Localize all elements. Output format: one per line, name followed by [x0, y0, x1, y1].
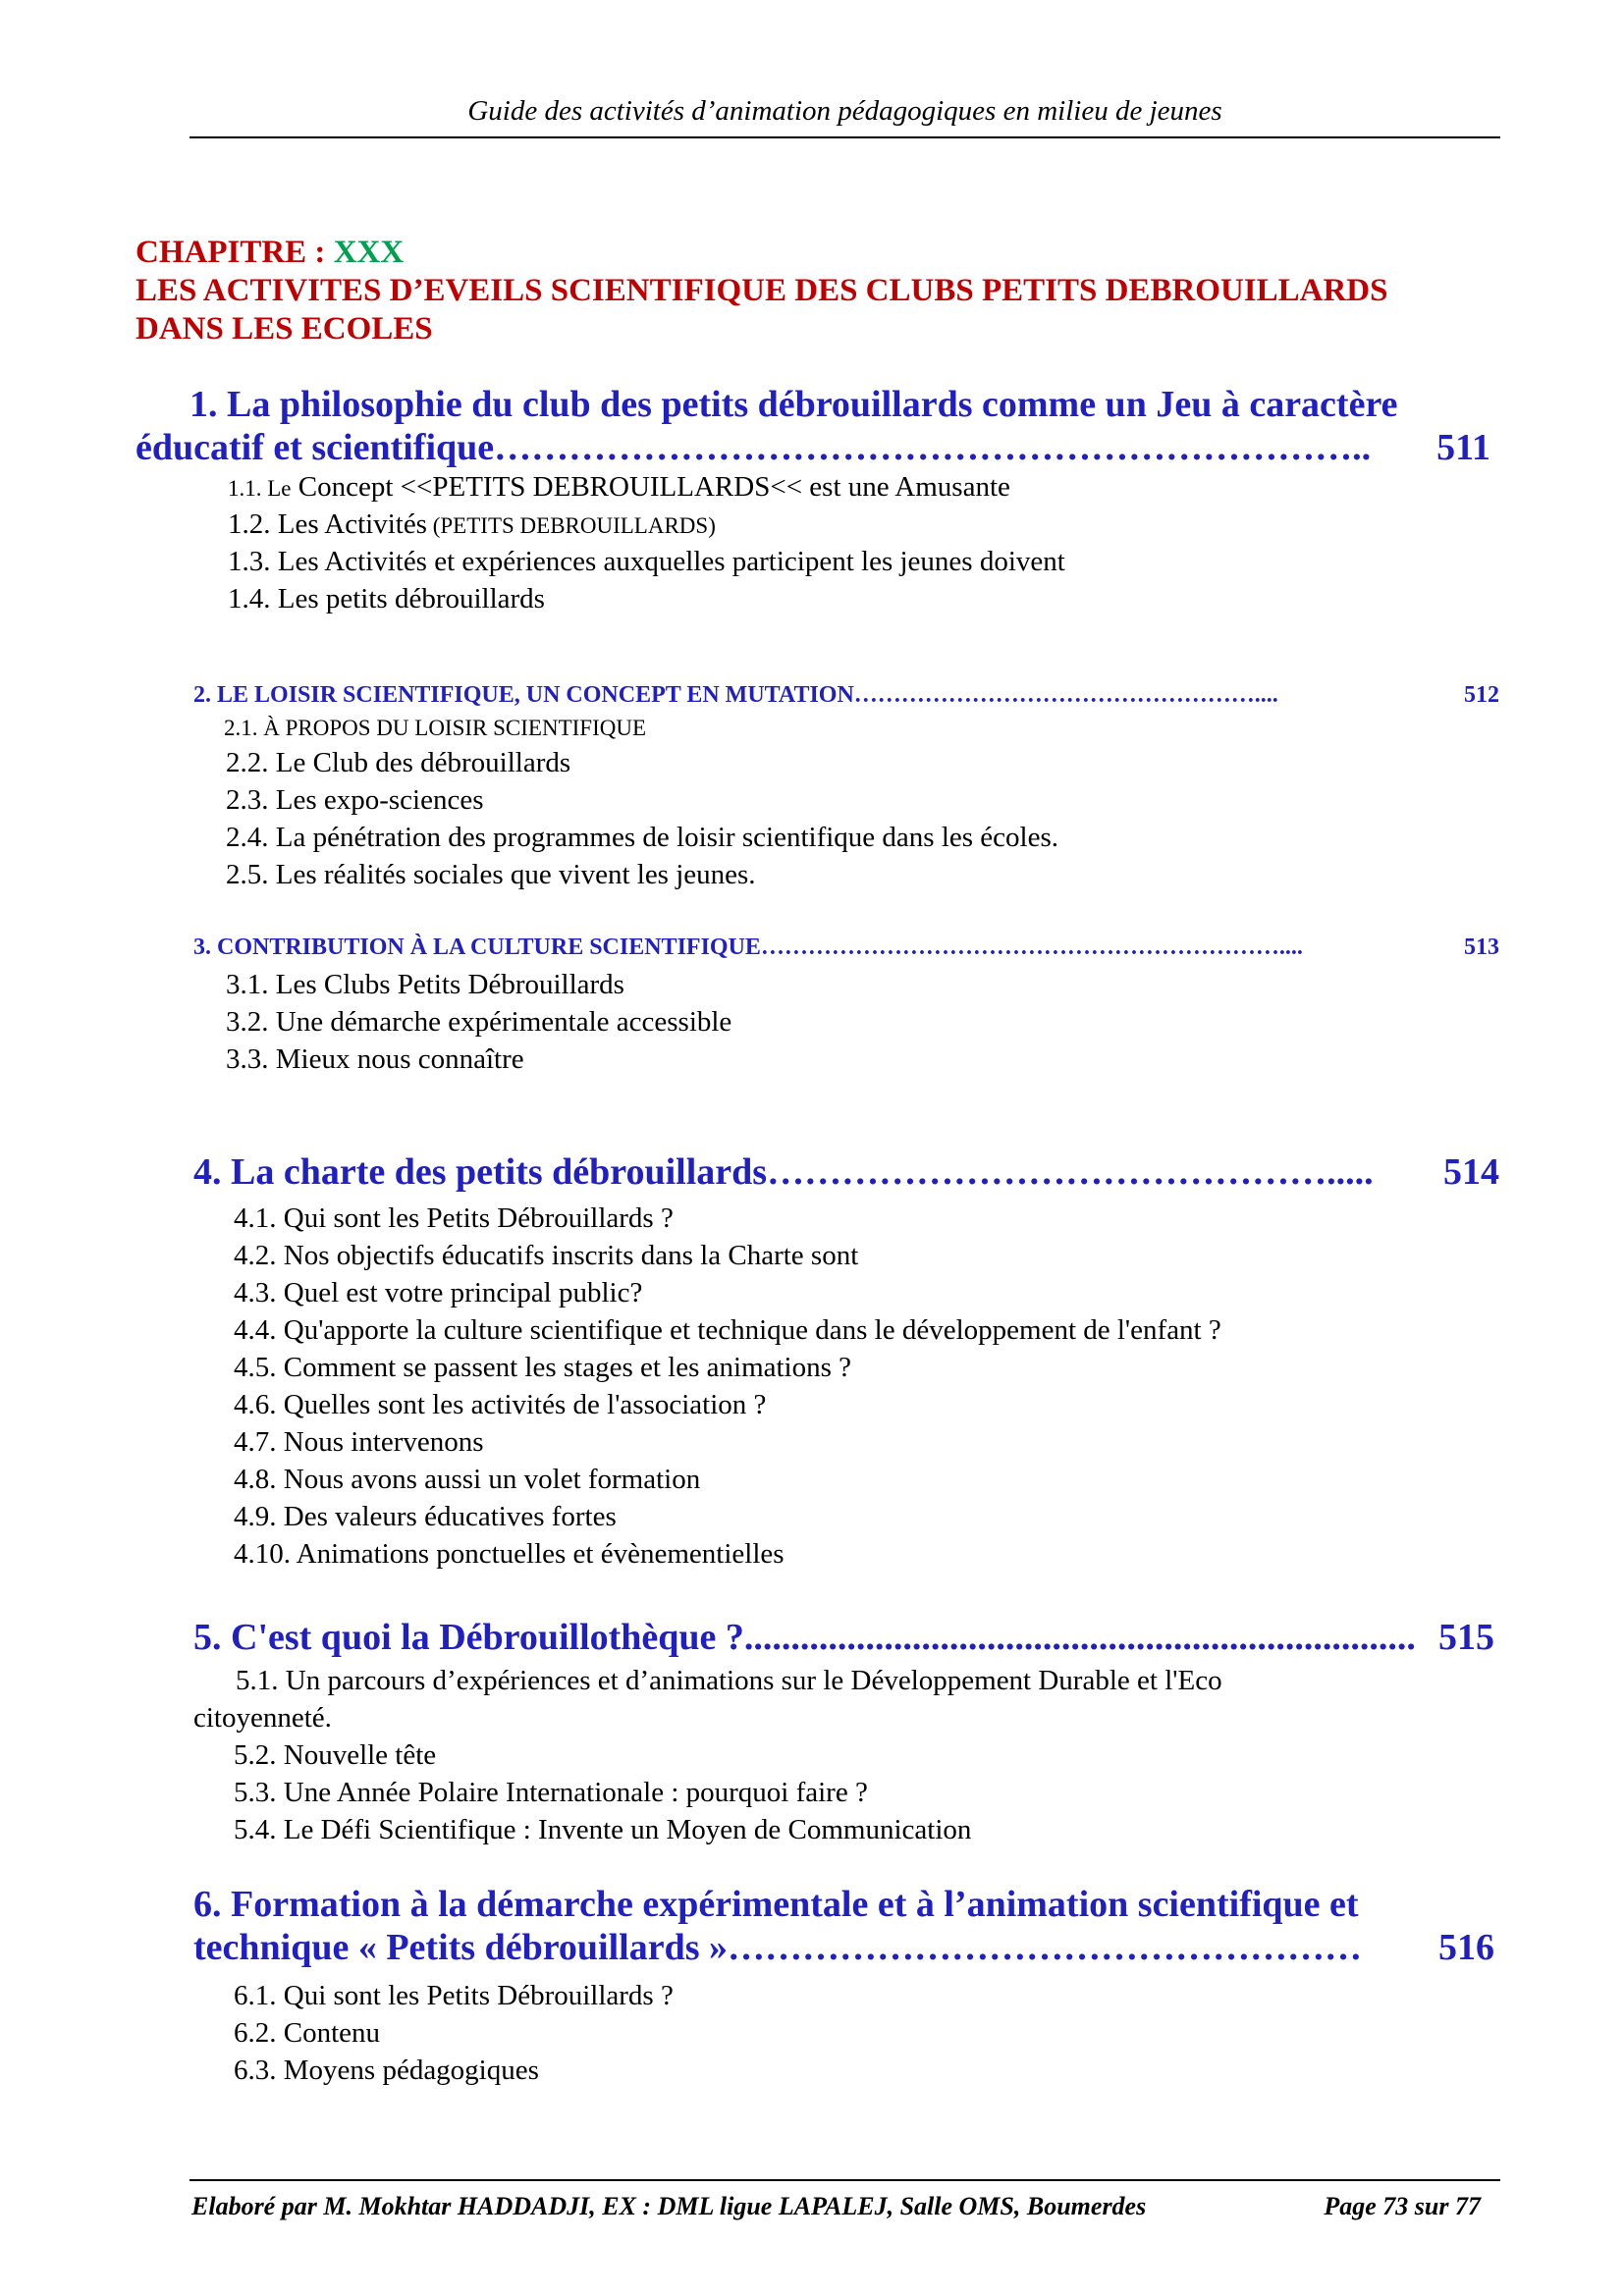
- toc-item-num: 1.2. Les Activités: [228, 508, 427, 540]
- toc-item[interactable]: 1.4. Les petits débrouillards: [228, 583, 545, 614]
- toc-item[interactable]: 2.3. Les expo-sciences: [226, 784, 484, 816]
- toc-item[interactable]: 4.2. Nos objectifs éducatifs inscrits dans la Charte sont: [234, 1240, 859, 1271]
- toc-item[interactable]: 6.2. Contenu: [234, 2017, 381, 2049]
- toc-page-number: 512: [1464, 682, 1499, 708]
- toc-section-5-title: 5. C'est quoi la Débrouillothèque ?: [193, 1617, 744, 1658]
- page-header: [189, 93, 1500, 138]
- chapter-title-line1: LES ACTIVITES D’EVEILS SCIENTIFIQUE DES CLUBS PETITS DEBROUILLARDS: [135, 273, 1388, 308]
- toc-item-text: (PETITS DEBROUILLARDS): [426, 513, 716, 538]
- toc-item[interactable]: 4.4. Qu'apporte la culture scientifique et technique dans le développement de l'enfant ?: [234, 1314, 1221, 1346]
- toc-item[interactable]: 6.1. Qui sont les Petits Débrouillards ?: [234, 1980, 674, 2011]
- chapter-title-line2: DANS LES ECOLES: [135, 311, 433, 347]
- toc-item[interactable]: 4.8. Nous avons aussi un volet formation: [234, 1464, 701, 1495]
- toc-item[interactable]: 2.1. À PROPOS DU LOISIR SCIENTIFIQUE: [224, 716, 647, 740]
- footer-page-number: Page 73 sur 77: [1324, 2192, 1481, 2220]
- toc-page-number: 515: [1438, 1617, 1494, 1658]
- toc-section-6-title-a: 6. Formation à la démarche expérimentale et à l’animation scientifique et: [193, 1884, 1359, 1925]
- toc-item[interactable]: [228, 506, 716, 545]
- toc-section-6-line2[interactable]: [193, 1926, 1494, 1969]
- toc-item[interactable]: 5.1. Un parcours d’expériences et d’animations sur le Développement Durable et l'Eco: [236, 1665, 1222, 1696]
- toc-item-text: Concept <<PETITS DEBROUILLARDS<< est une Amusante: [291, 471, 1010, 503]
- toc-item[interactable]: 4.9. Des valeurs éducatives fortes: [234, 1501, 617, 1532]
- toc-section-2[interactable]: [193, 680, 1499, 710]
- toc-item-num: 1.1. Le: [228, 476, 292, 501]
- toc-item[interactable]: 5.2. Nouvelle tête: [234, 1739, 437, 1771]
- toc-item[interactable]: 2.2. Le Club des débrouillards: [226, 747, 571, 778]
- chapter-label: CHAPITRE :: [135, 235, 334, 270]
- toc-item[interactable]: 4.3. Quel est votre principal public?: [234, 1277, 643, 1308]
- chapter-label-line: [135, 234, 1530, 272]
- toc-section-4[interactable]: [193, 1150, 1499, 1194]
- toc-item[interactable]: 3.2. Une démarche expérimentale accessible: [226, 1006, 732, 1038]
- toc-section-3-title: 3. CONTRIBUTION À LA CULTURE SCIENTIFIQUE: [193, 934, 761, 960]
- toc-page-number: 513: [1464, 934, 1499, 960]
- toc-item-continuation: citoyenneté.: [193, 1702, 332, 1734]
- toc-item[interactable]: 2.4. La pénétration des programmes de loisir scientifique dans les écoles.: [226, 822, 1058, 853]
- toc-item[interactable]: 3.3. Mieux nous connaître: [226, 1043, 524, 1075]
- toc-page-number: 511: [1436, 427, 1490, 468]
- toc-item[interactable]: 5.4. Le Défi Scientifique : Invente un Moyen de Communication: [234, 1814, 972, 1845]
- toc-section-4-title: 4. La charte des petits débrouillards: [193, 1151, 768, 1193]
- toc-item[interactable]: 2.5. Les réalités sociales que vivent les jeunes.: [226, 859, 756, 890]
- toc-section-3[interactable]: [193, 933, 1499, 962]
- toc-leader-dots: ........................................................................: [743, 1617, 1416, 1658]
- toc-section-2-title: 2. LE LOISIR SCIENTIFIQUE, UN CONCEPT EN MUTATION: [193, 682, 854, 708]
- toc-section-1-title-b: éducatif et scientifique: [135, 427, 495, 468]
- footer-author: Elaboré par M. Mokhtar HADDADJI, EX : DML ligue LAPALEJ, Salle OMS, Boumerdes: [191, 2192, 1147, 2220]
- toc-item[interactable]: 5.3. Une Année Polaire Internationale : pourquoi faire ?: [234, 1777, 868, 1808]
- toc-section-6-title-b: technique « Petits débrouillards »: [193, 1927, 728, 1968]
- toc-section-1-title-a: 1. La philosophie du club des petits débrouillards comme un Jeu à caractère: [189, 384, 1398, 425]
- toc-item[interactable]: 4.10. Animations ponctuelles et évènementielles: [234, 1538, 785, 1570]
- toc-item[interactable]: 3.1. Les Clubs Petits Débrouillards: [226, 969, 624, 1000]
- toc-item[interactable]: 1.3. Les Activités et expériences auxquelles participent les jeunes doivent: [228, 546, 1065, 577]
- toc-page-number: 516: [1438, 1927, 1494, 1968]
- toc-section-1-line1[interactable]: [189, 383, 1505, 426]
- toc-leader-dots: ……………………………………………....: [853, 682, 1278, 708]
- toc-item[interactable]: [228, 468, 1010, 507]
- toc-section-5[interactable]: [193, 1616, 1494, 1659]
- toc-leader-dots: …………………………………………………………....: [760, 934, 1303, 960]
- toc-item[interactable]: 4.1. Qui sont les Petits Débrouillards ?: [234, 1202, 674, 1234]
- toc-page-number: 514: [1443, 1151, 1499, 1193]
- toc-item[interactable]: 6.3. Moyens pédagogiques: [234, 2055, 539, 2086]
- page-footer: [189, 2179, 1500, 2222]
- toc-section-6-line1[interactable]: [193, 1883, 1509, 1926]
- header-title: Guide des activités d’animation pédagogiques en milieu de jeunes: [467, 95, 1222, 127]
- chapter-number: XXX: [333, 235, 405, 270]
- toc-item[interactable]: 4.6. Quelles sont les activités de l'association ?: [234, 1389, 767, 1420]
- toc-leader-dots: ……………………………………………: [728, 1927, 1362, 1968]
- toc-leader-dots: ……………………………………….....: [767, 1151, 1374, 1193]
- toc-section-1-line2[interactable]: [135, 426, 1490, 469]
- toc-item[interactable]: 4.7. Nous intervenons: [234, 1426, 484, 1458]
- toc-leader-dots: ……………………………………………………………..: [494, 427, 1372, 468]
- chapter-heading: [135, 234, 1530, 348]
- toc-item[interactable]: 4.5. Comment se passent les stages et les animations ?: [234, 1352, 852, 1383]
